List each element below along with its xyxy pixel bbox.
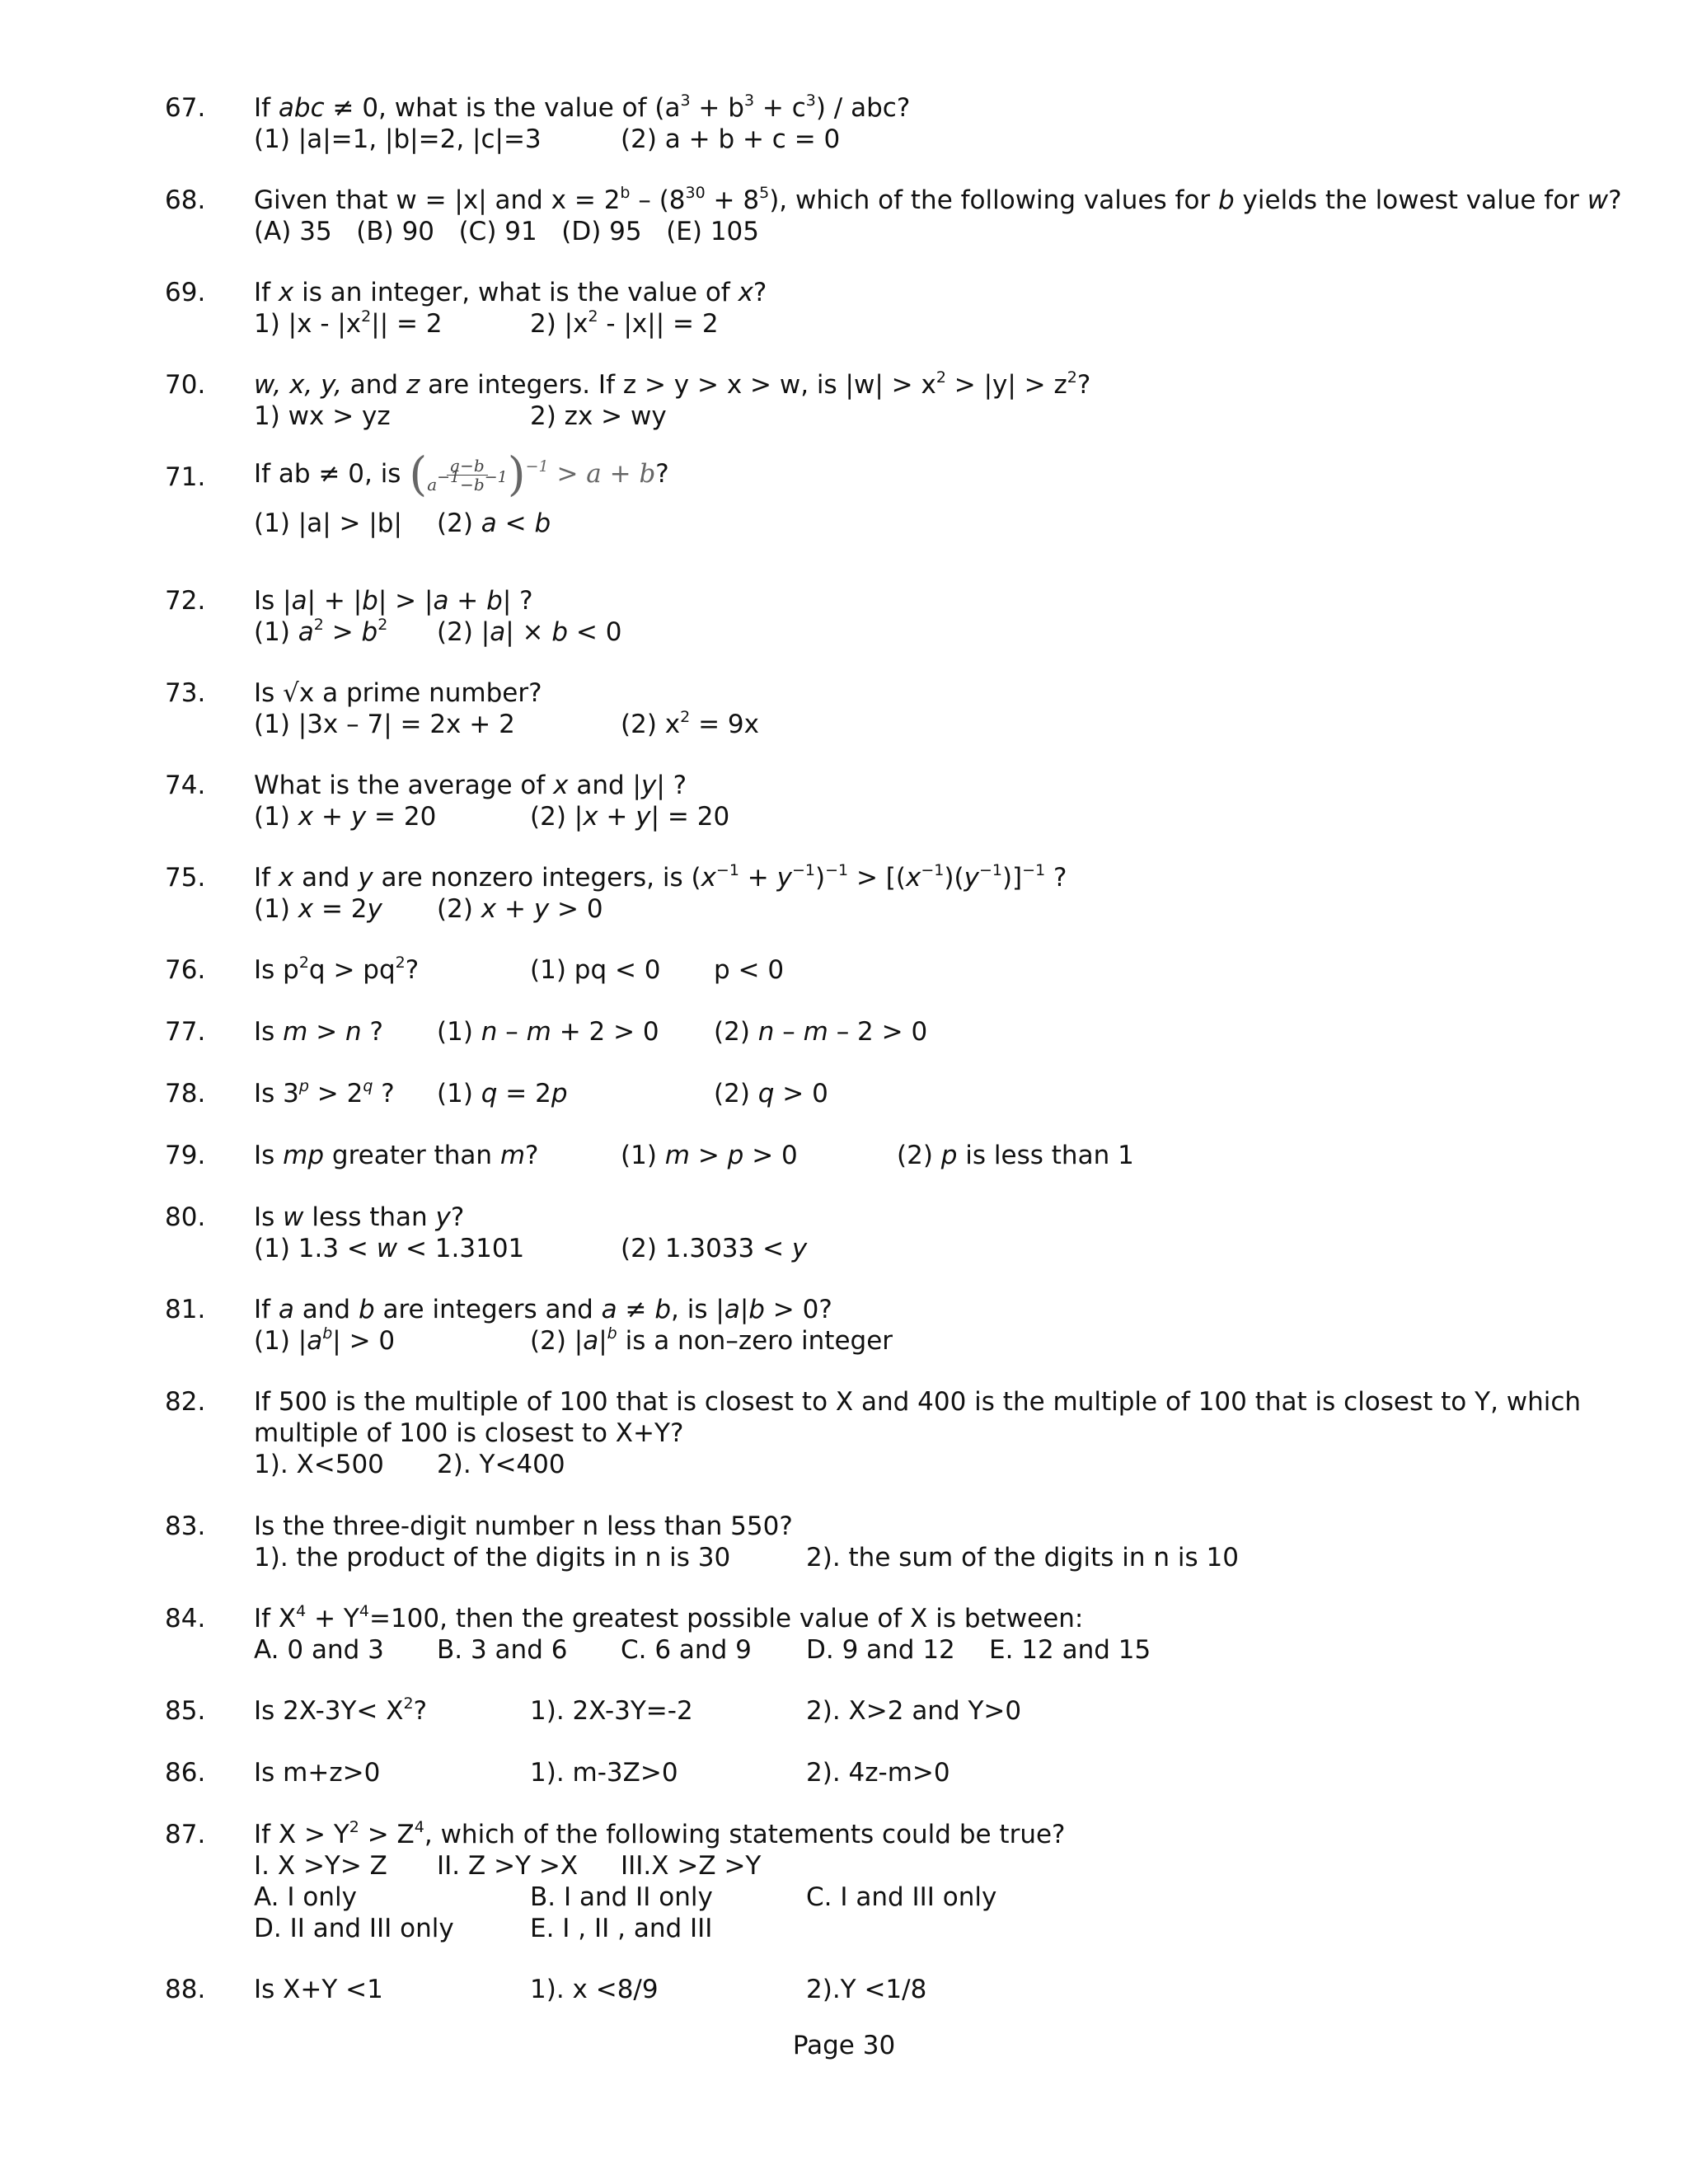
question-text: If a and b are integers and a ≠ b, is |a|b > 0? <box>254 1295 832 1324</box>
question-number: 72. <box>165 586 206 616</box>
question-number: 74. <box>165 771 206 800</box>
question-number: 88. <box>165 1975 206 2004</box>
question-text: Is w less than y? <box>254 1202 465 1232</box>
question-text: 2) zx > wy <box>530 401 667 431</box>
question-text: (2) |a| × b < 0 <box>437 617 622 647</box>
question-number: 78. <box>165 1079 206 1108</box>
question-text: Is X+Y <1 <box>254 1975 383 2004</box>
question-text: (2) x + y > 0 <box>437 894 603 924</box>
question-text: Is $p^2q > pq^2$? <box>254 953 420 985</box>
question-text: (2) n – m – 2 > 0 <box>714 1017 928 1047</box>
question-text: Is $2X-3Y< X^2$? <box>254 1694 428 1726</box>
question-number: 69. <box>165 278 206 307</box>
question-text: (1) x + y = 20 <box>254 802 437 832</box>
question-text: What is the average of x and |y| ? <box>254 771 687 800</box>
question-text: (2) a + b + c = 0 <box>621 124 841 154</box>
question-text: (1) $|a^b| > 0$ <box>254 1324 396 1356</box>
question-text: (1) pq < 0 <box>530 955 661 985</box>
page-footer: Page 30 <box>792 2031 896 2060</box>
question-text: 2). Y<400 <box>437 1450 565 1479</box>
question-text: B. 3 and 6 <box>437 1635 568 1665</box>
question-text: A. 0 and 3 <box>254 1635 384 1665</box>
question-text: If abc ≠ 0, what is the value of $(a^3 + b^3 + c^3)$ / abc? <box>254 91 911 123</box>
question-text: (1) m > p > 0 <box>621 1141 798 1170</box>
question-text: C. I and III only <box>806 1882 997 1912</box>
question-text: III.X >Z >Y <box>621 1851 762 1881</box>
question-number: 68. <box>165 185 206 215</box>
question-text: 1). the product of the digits in n is 30 <box>254 1543 731 1572</box>
question-number: 77. <box>165 1017 206 1047</box>
question-text: D. II and III only <box>254 1914 454 1943</box>
question-text: (2) |x + y| = 20 <box>530 802 730 832</box>
question-text: If x is an integer, what is the value of x? <box>254 278 767 307</box>
question-number: 87. <box>165 1820 206 1849</box>
question-text: (1) |3x – 7| = 2x + 2 <box>254 710 515 739</box>
question-text: If x and y are nonzero integers, is $(x^{-1} + y^{-1})^{-1} > [(x^{-1})(y^{-1})]^{-1}$ ? <box>254 860 1067 893</box>
question-text: (A) 35 (B) 90 (C) 91 (D) 95 (E) 105 <box>254 217 759 246</box>
question-text: B. I and II only <box>530 1882 713 1912</box>
question-text: Is $3^p > 2^q$ ? <box>254 1076 395 1108</box>
question-text: Is m+z>0 <box>254 1758 381 1788</box>
question-text: 2). 4z-m>0 <box>806 1758 950 1788</box>
question-text: (2) q > 0 <box>714 1079 828 1108</box>
question-text: 1) $|x - |x^2|| = 2$ <box>254 307 443 339</box>
question-text: (1) n – m + 2 > 0 <box>437 1017 659 1047</box>
question-text: Is √x a prime number? <box>254 678 542 708</box>
question-number: 73. <box>165 678 206 708</box>
question-text: If $X > Y^2 > Z^4$, which of the following statements could be true? <box>254 1817 1066 1849</box>
question-text: (1) |a|=1, |b|=2, |c|=3 <box>254 124 542 154</box>
question-text: 2).Y <1/8 <box>806 1975 927 2004</box>
question-text: If ab ≠ 0, is ( $\frac{a-b}{a^{-1}-b^{-1}}$ )$^{-1}$ > a + b? <box>254 448 669 502</box>
question-text: (1) |a| > |b| <box>254 509 402 538</box>
question-text: 2). X>2 and Y>0 <box>806 1696 1022 1726</box>
question-text: (2) 1.3033 < y <box>621 1234 808 1263</box>
question-number: 83. <box>165 1511 206 1541</box>
question-number: 80. <box>165 1202 206 1232</box>
question-text: Is the three-digit number n less than 550? <box>254 1511 793 1541</box>
question-text: w, x, y, and z are integers. If z > y > x > w, is $|w| > x^2 > |y| > z^2$? <box>254 368 1091 400</box>
question-text: (2) $|a|^b$ is a non–zero integer <box>530 1324 893 1356</box>
question-number: 85. <box>165 1696 206 1726</box>
question-number: 81. <box>165 1295 206 1324</box>
question-number: 76. <box>165 955 206 985</box>
question-text: If $X^4 + Y^4=100$, then the greatest possible value of X is between: <box>254 1601 1084 1633</box>
question-text: (2) p is less than 1 <box>897 1141 1134 1170</box>
question-number: 75. <box>165 863 206 893</box>
question-number: 70. <box>165 370 206 400</box>
question-text: D. 9 and 12 <box>806 1635 955 1665</box>
question-text: 1). x <8/9 <box>530 1975 659 2004</box>
question-text: Is mp greater than m? <box>254 1141 539 1170</box>
question-text: If 500 is the multiple of 100 that is closest to X and 400 is the multiple of 100 that is closest to Y, which <box>254 1387 1582 1417</box>
question-text: (1) 1.3 < w < 1.3101 <box>254 1234 525 1263</box>
question-text: multiple of 100 is closest to X+Y? <box>254 1418 684 1448</box>
question-text: 2). the sum of the digits in n is 10 <box>806 1543 1239 1572</box>
question-text: A. I only <box>254 1882 357 1912</box>
question-text: 1). X<500 <box>254 1450 384 1479</box>
question-text: p < 0 <box>714 955 785 985</box>
question-text: (2) $x^2 = 9x$ <box>621 707 759 739</box>
question-text: 1). 2X-3Y=-2 <box>530 1696 693 1726</box>
question-text: Is |a| + |b| > |a + b| ? <box>254 586 533 616</box>
question-text: Given that w = |x| and $x = 2^b - (8^{30} + 8^5)$, which of the following values for b yields the lowest value for w? <box>254 183 1622 215</box>
question-text: 2) $|x^2 - |x|| = 2$ <box>530 307 719 339</box>
question-number: 67. <box>165 93 206 123</box>
question-number: 86. <box>165 1758 206 1788</box>
question-text: E. I , II , and III <box>530 1914 713 1943</box>
question-number: 71. <box>165 462 206 492</box>
question-text: Is m > n ? <box>254 1017 384 1047</box>
question-text: (1) q = 2p <box>437 1079 568 1108</box>
question-text: E. 12 and 15 <box>989 1635 1151 1665</box>
question-text: (2) a < b <box>437 509 551 538</box>
question-number: 82. <box>165 1387 206 1417</box>
question-text: I. X >Y> Z <box>254 1851 387 1881</box>
question-text: (1) x = 2y <box>254 894 382 924</box>
question-text: C. 6 and 9 <box>621 1635 752 1665</box>
question-text: II. Z >Y >X <box>437 1851 579 1881</box>
question-text: (1) $a^2 > b^2$ <box>254 615 388 647</box>
question-text: 1) wx > yz <box>254 401 391 431</box>
question-text: 1). m-3Z>0 <box>530 1758 678 1788</box>
question-number: 84. <box>165 1604 206 1633</box>
question-number: 79. <box>165 1141 206 1170</box>
